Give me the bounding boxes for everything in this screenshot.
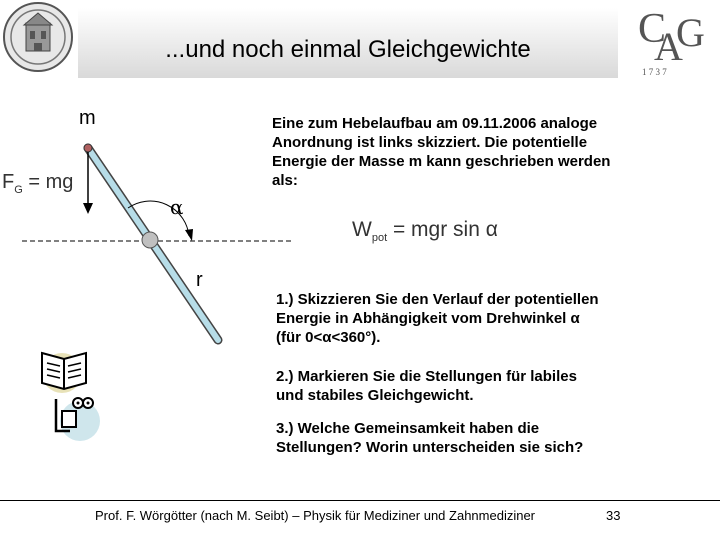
angle-label: α <box>170 195 184 219</box>
intro-text: Eine zum Hebelaufbau am 09.11.2006 analoge Anordnung ist links skizziert. Die potentielle Energie der Masse m kann geschrieben werden als: <box>272 115 611 189</box>
university-seal-icon <box>2 1 74 73</box>
energy-formula <box>352 218 498 244</box>
thinking-person-icon <box>50 393 102 443</box>
force-subscript: G <box>14 184 23 196</box>
book-icon <box>36 345 96 395</box>
cga-logo-icon <box>620 2 716 80</box>
footer-divider <box>0 500 720 501</box>
formula-lhs: W <box>352 218 372 241</box>
task-2: 2.) Markieren Sie die Stellungen für labiles und stabiles Gleichgewicht. <box>276 368 577 404</box>
pivot <box>142 232 158 248</box>
task-1: 1.) Skizzieren Sie den Verlauf der potentiellen Energie in Abhängigkeit vom Drehwinkel α (für 0<α<360°). <box>276 291 599 346</box>
svg-text:C: C <box>638 6 667 52</box>
logo-caption: 1 7 3 7 <box>642 67 667 77</box>
force-label: F <box>2 171 15 193</box>
mass-label: m <box>79 107 96 129</box>
formula-rhs: = mgr sin α <box>387 218 498 241</box>
force-rhs: = mg <box>22 171 74 193</box>
lever-diagram <box>0 95 300 355</box>
page-number: 33 <box>606 508 621 523</box>
task-3: 3.) Welche Gemeinsamkeit haben die Stellungen? Worin unterscheiden sie sich? <box>276 420 584 456</box>
slide-title: ...und noch einmal Gleichgewichte <box>165 36 531 63</box>
radius-label: r <box>196 269 203 291</box>
svg-text:A: A <box>654 24 683 69</box>
footer-text: Prof. F. Wörgötter (nach M. Seibt) – Physik für Mediziner und Zahnmediziner <box>95 508 536 523</box>
formula-subscript: pot <box>371 232 388 245</box>
svg-text:FG = mg <box>2 171 73 196</box>
mass-point <box>84 144 92 152</box>
svg-text:G: G <box>676 10 705 55</box>
title-band <box>78 8 618 78</box>
